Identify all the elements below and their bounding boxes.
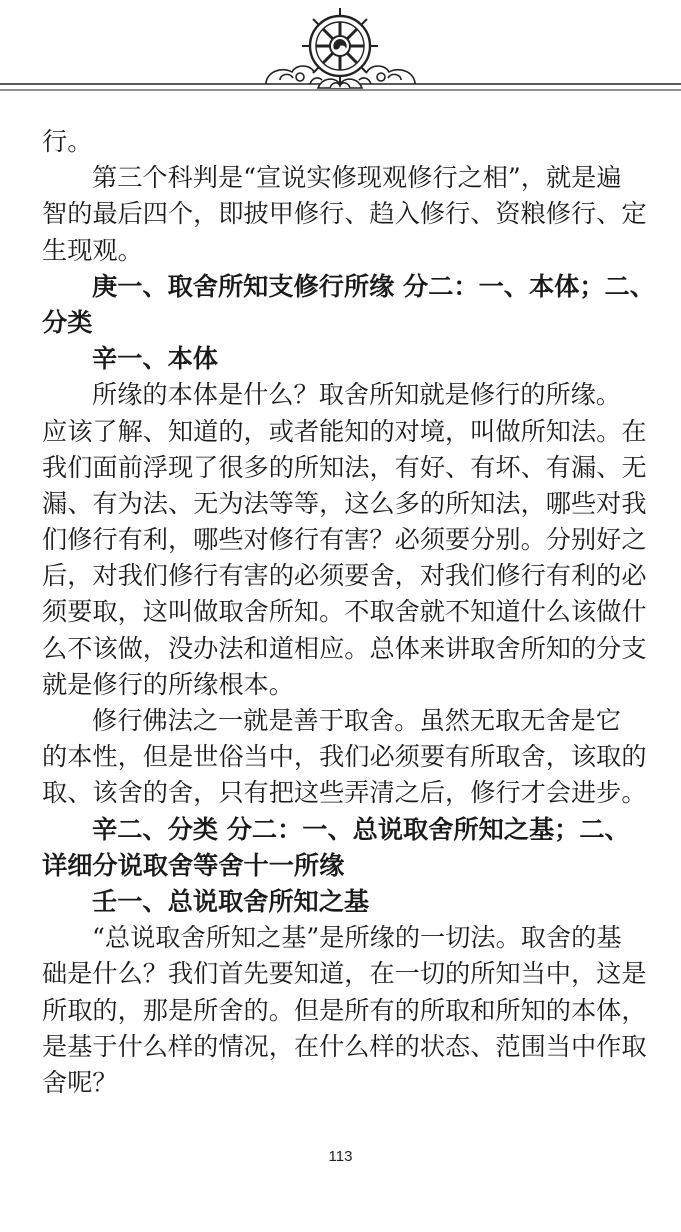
section-heading-geng-1: 庚一、取舍所知支修行所缘 分二：一、本体；二、 — [92, 271, 655, 301]
paragraph-line-2: 第三个科判是“宣说实修现观修行之相”，就是遍 — [92, 163, 622, 193]
text-line-12: 们修行有利，哪些对修行有害？必须要分别。分别好之 — [42, 525, 647, 555]
text-line-10: 我们面前浮现了很多的所知法，有好、有坏、有漏、无 — [42, 452, 647, 482]
text-line-13: 后，对我们修行有害的必须要舍，对我们修行有利的必 — [42, 561, 647, 591]
text-line-1: 行。 — [42, 127, 93, 156]
text-line-25: 所取的，那是所舍的。但是所有的所取和所知的本体， — [42, 995, 647, 1025]
text-line-4: 生现观。 — [42, 235, 143, 265]
text-line-16: 就是修行的所缘根本。 — [42, 669, 294, 699]
text-line-15: 么不该做，没办法和道相应。总体来讲取舍所知的分支 — [42, 633, 647, 663]
paragraph-line-17: 修行佛法之一就是善于取舍。虽然无取无舍是它 — [92, 706, 621, 735]
text-line-11: 漏、有为法、无为法等等，这么多的所知法，哪些对我 — [42, 488, 647, 518]
section-heading-ren-1: 壬一、总说取舍所知之基 — [92, 886, 370, 916]
section-heading-xin-2: 辛二、分类 分二：一、总说取舍所知之基；二、 — [92, 814, 630, 844]
paragraph-line-23: “总说取舍所知之基”是所缘的一切法。取舍的基 — [92, 923, 622, 953]
text-line-26: 是基于什么样的情况，在什么样的状态、范围当中作取 — [42, 1031, 647, 1061]
text-line-18: 的本性，但是世俗当中，我们必须要有所取舍，该取的 — [42, 742, 647, 772]
section-heading-xin-1: 辛一、本体 — [92, 344, 218, 374]
dharma-wheel-icon — [302, 8, 378, 84]
right-cloud-ornament — [359, 66, 415, 84]
page-number: 113 — [328, 1148, 353, 1165]
page-body — [42, 124, 655, 1101]
left-cloud-ornament — [266, 66, 322, 84]
text-line-3: 智的最后四个，即披甲修行、趋入修行、资粮修行、定 — [42, 199, 647, 229]
text-line-9: 应该了解、知道的，或者能知的对境，叫做所知法。在 — [42, 416, 647, 446]
section-heading-geng-1-cont: 分类 — [42, 307, 93, 337]
text-line-27: 舍呢？ — [42, 1067, 118, 1097]
header-ornament — [0, 0, 681, 110]
section-heading-xin-2-cont: 详细分说取舍等舍十一所缘 — [42, 850, 345, 880]
text-line-14: 须要取，这叫做取舍所知。不取舍就不知道什么该做什 — [42, 597, 647, 627]
text-line-19: 取、该舍的舍，只有把这些弄清之后，修行才会进步。 — [42, 778, 647, 808]
text-line-24: 础是什么？我们首先要知道，在一切的所知当中，这是 — [42, 959, 647, 989]
paragraph-line-8: 所缘的本体是什么？取舍所知就是修行的所缘。 — [92, 380, 621, 410]
